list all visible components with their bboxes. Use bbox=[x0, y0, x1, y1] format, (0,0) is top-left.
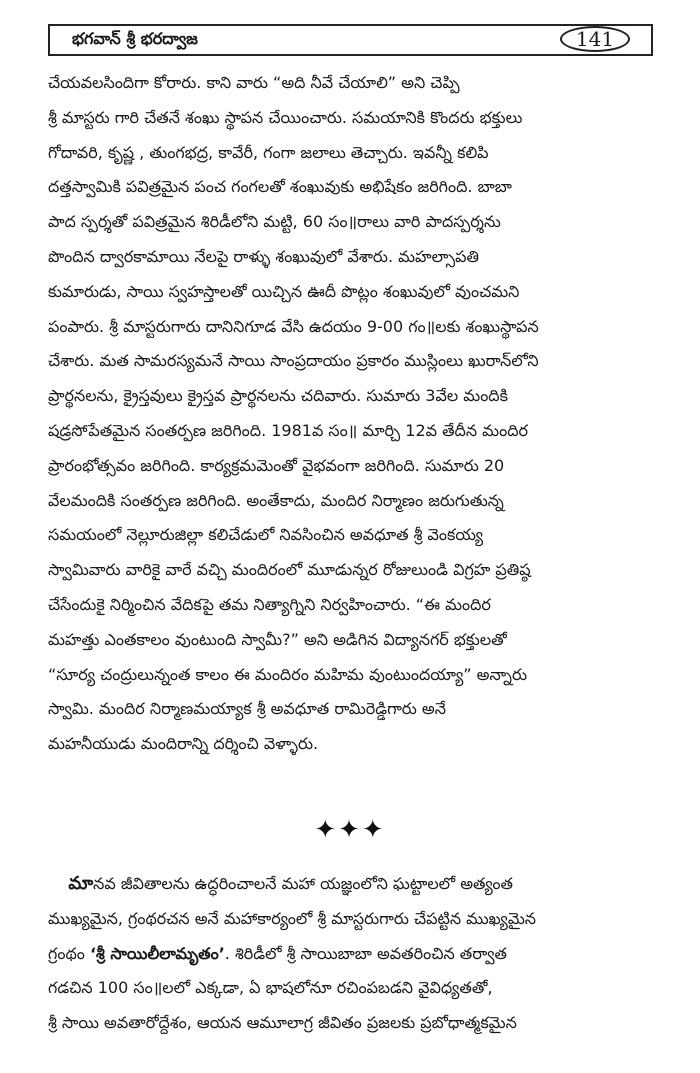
paragraph-line: చేయవలసిందిగా కోరారు. కాని వారు “అది నీవే చేయాలి” అని చెప్పి bbox=[48, 73, 460, 92]
paragraph-line bbox=[48, 937, 654, 972]
paragraph-line: పొందిన ద్వారకామాయి నేలపై రాళ్ళు శంఖువులో వేశారు. మహల్సాపతి bbox=[48, 246, 480, 266]
paragraph-2 bbox=[48, 867, 654, 1041]
book-title: ‘శ్రీ సాయిలీలామృతం’ bbox=[89, 943, 225, 963]
paragraph-line: షడ్రసోపేతమైన సంతర్పణ జరిగింది. 1981వ సం॥ మార్చి 12వ తేదీన మందిర bbox=[48, 420, 528, 440]
paragraph-line-text: గ్రంథం bbox=[48, 943, 90, 963]
paragraph-1 bbox=[48, 66, 654, 762]
paragraph-line: పంపారు. శ్రీ మాస్టరుగారు దానినిగూడ వేసి ఉదయం 9-00 గం॥లకు శంఖుస్థాపన bbox=[48, 316, 539, 336]
paragraph-line-text: . శిరిడీలో శ్రీ సాయిబాబా అవతరించిన తర్వాత bbox=[224, 943, 508, 963]
dropcap: మా bbox=[68, 873, 94, 894]
paragraph-line: ప్రార్థనలను, క్రైస్తవులు క్రైస్తవ ప్రార్థనలను చదివారు. సుమారు 3వేల మందికి bbox=[48, 386, 508, 406]
paragraph-line: వేలమందికి సంతర్పణ జరిగింది. అంతేకాదు, మందిర నిర్మాణం జరుగుతున్న bbox=[48, 490, 504, 510]
section-divider-ornament: ✦✦✦ bbox=[314, 815, 386, 845]
paragraph-line: చేశారు. మత సామరస్యమనే సాయి సాంప్రదాయం ప్రకారం ముస్లింలు ఖురాన్‌లోని bbox=[48, 351, 539, 371]
paragraph-line: గడచిన 100 సం॥లలో ఎక్కడా, ఏ భాషలోనూ రచింపబడని వైవిధ్యతతో, bbox=[48, 978, 493, 998]
paragraph-line: పాద స్పర్శతో పవిత్రమైన శిరిడీలోని మట్టి, 60 సం॥రాలు వారి పాదస్పర్శను bbox=[48, 212, 501, 232]
paragraph-line: స్వామివారు వారికై వారే వచ్చి మందిరంలో మూడున్నర రోజులుండి విగ్రహ ప్రతిష్ఠ bbox=[48, 560, 531, 580]
paragraph-line: ప్రారంభోత్సవం జరిగింది. కార్యక్రమమెంతో వైభవంగా జరిగింది. సుమారు 20 bbox=[48, 455, 505, 475]
paragraph-line: గోదావరి, కృష్ణ , తుంగభద్ర, కావేరీ, గంగా జలాలు తెచ్చారు. ఇవన్నీ కలిపి bbox=[48, 142, 489, 162]
paragraph-line: శ్రీ సాయి అవతారోద్దేశం, ఆయన ఆమూలాగ్ర జీవితం ప్రజలకు ప్రబోధాత్మకమైన bbox=[48, 1013, 517, 1033]
paragraph-line: ముఖ్యమైన, గ్రంథరచన అనే మహాకార్యంలో శ్రీ మాస్టరుగారు చేపట్టిన ముఖ్యమైన bbox=[48, 908, 537, 928]
paragraph-line: మహనీయుడు మందిరాన్ని దర్శించి వెళ్ళారు. bbox=[48, 734, 319, 754]
paragraph-line: “సూర్య చంద్రులున్నంత కాలం ఈ మందిరం మహిమ వుంటుందయ్యా” అన్నారు bbox=[48, 664, 527, 684]
page-number: 141 bbox=[575, 27, 615, 51]
paragraph-line-text: నవ జీవితాలను ఉద్ధరించాలనే మహా యజ్ఞంలోని ఘట్టాలలో అత్యంత bbox=[93, 874, 513, 893]
paragraph-line: చేసేందుకై నిర్మించిన వేదికపై తమ నిత్యాగ్నిని నిర్వహించారు. “ఈ మందిర bbox=[48, 594, 491, 614]
paragraph-line: మహత్తు ఎంతకాలం వుంటుంది స్వామీ?” అని అడిగిన విద్యానగర్ భక్తులతో bbox=[48, 629, 507, 649]
paragraph-line: శ్రీ మాస్టరు గారి చేతనే శంఖు స్థాపన చేయించారు. సమయానికి కొందరు భక్తులు bbox=[48, 107, 523, 127]
paragraph-line: కుమారుడు, సాయి స్వహస్తాలతో యిచ్చిన ఊదీ పొట్లం శంఖువులో వుంచమని bbox=[48, 281, 520, 301]
running-title: భగవాన్ శ్రీ భరద్వాజ bbox=[72, 29, 198, 48]
paragraph-line: స్వామి. మందిర నిర్మాణమయ్యాక శ్రీ అవధూత రామిరెడ్డిగారు అనే bbox=[48, 699, 446, 719]
paragraph-line: దత్తస్వామికి పవిత్రమైన పంచ గంగలతో శంఖువుకు అభిషేకం జరిగింది. బాబా bbox=[48, 177, 512, 197]
paragraph-line bbox=[48, 867, 654, 902]
paragraph-line: సమయంలో నెల్లూరుజిల్లా కలిచేడులో నివసించిన అవధూత శ్రీ వెంకయ్య bbox=[48, 525, 484, 545]
